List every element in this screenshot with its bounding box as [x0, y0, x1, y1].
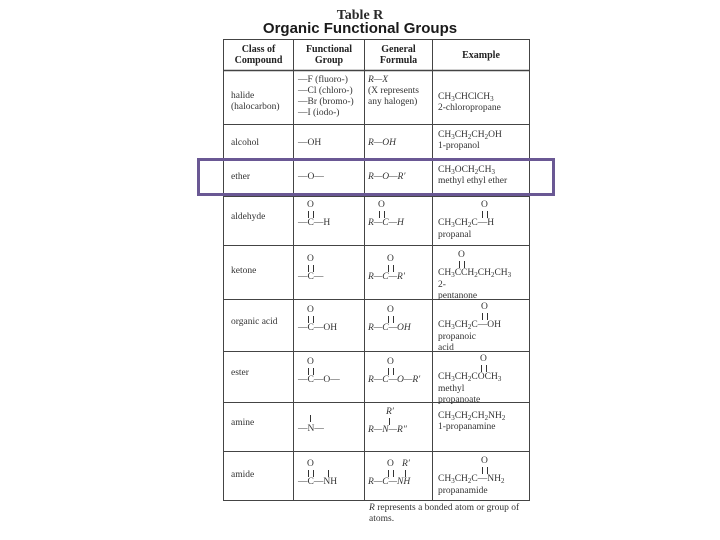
halide-example: $CH_3CHClCH_3$ 2-chloropropane	[438, 92, 501, 113]
table-subtitle: Organic Functional Groups	[262, 20, 458, 37]
ether-example: $CH_3OCH_2CH_3$ methyl ethyl ether	[438, 165, 508, 186]
header-group: Functional Group	[305, 44, 353, 66]
ketone-class: ketone	[231, 266, 257, 276]
footnote: R represents a bonded atom or group of atoms.	[369, 503, 520, 524]
alcohol-group: —OH	[298, 138, 322, 148]
amide-class: amide	[231, 470, 255, 480]
alcohol-class: alcohol	[231, 138, 259, 148]
ether-class: ether	[231, 172, 250, 182]
ether-formula: R—O—R′	[368, 172, 406, 182]
alcohol-formula: R—OH	[368, 138, 396, 148]
acid-class: organic acid	[231, 317, 278, 327]
header-formula: General Formula	[379, 44, 418, 66]
ether-group: —O—	[298, 172, 324, 182]
amine-class: amine	[231, 418, 255, 428]
amine-example: $CH_3CH_2CH_2NH_2$ 1-propanamine	[438, 411, 506, 432]
header-example: Example	[462, 50, 500, 61]
halide-group: —F (fluoro-) —Cl (chloro-) —Br (bromo-) —I (iodo-)	[298, 75, 354, 118]
ester-class: ester	[231, 368, 249, 378]
aldehyde-class: aldehyde	[231, 212, 266, 222]
halide-class: halide (halocarbon)	[231, 91, 280, 112]
halide-example-formula: $CH_3CHClCH_3$	[438, 92, 494, 103]
ether-row-highlight	[197, 158, 555, 196]
halide-formula: R—X (X represents any halogen)	[368, 75, 419, 107]
alcohol-example: $CH_3CH_2CH_2OH$ 1-propanol	[438, 130, 502, 151]
table-title: Table R	[336, 8, 384, 23]
header-class: Class of Compound	[234, 44, 283, 66]
